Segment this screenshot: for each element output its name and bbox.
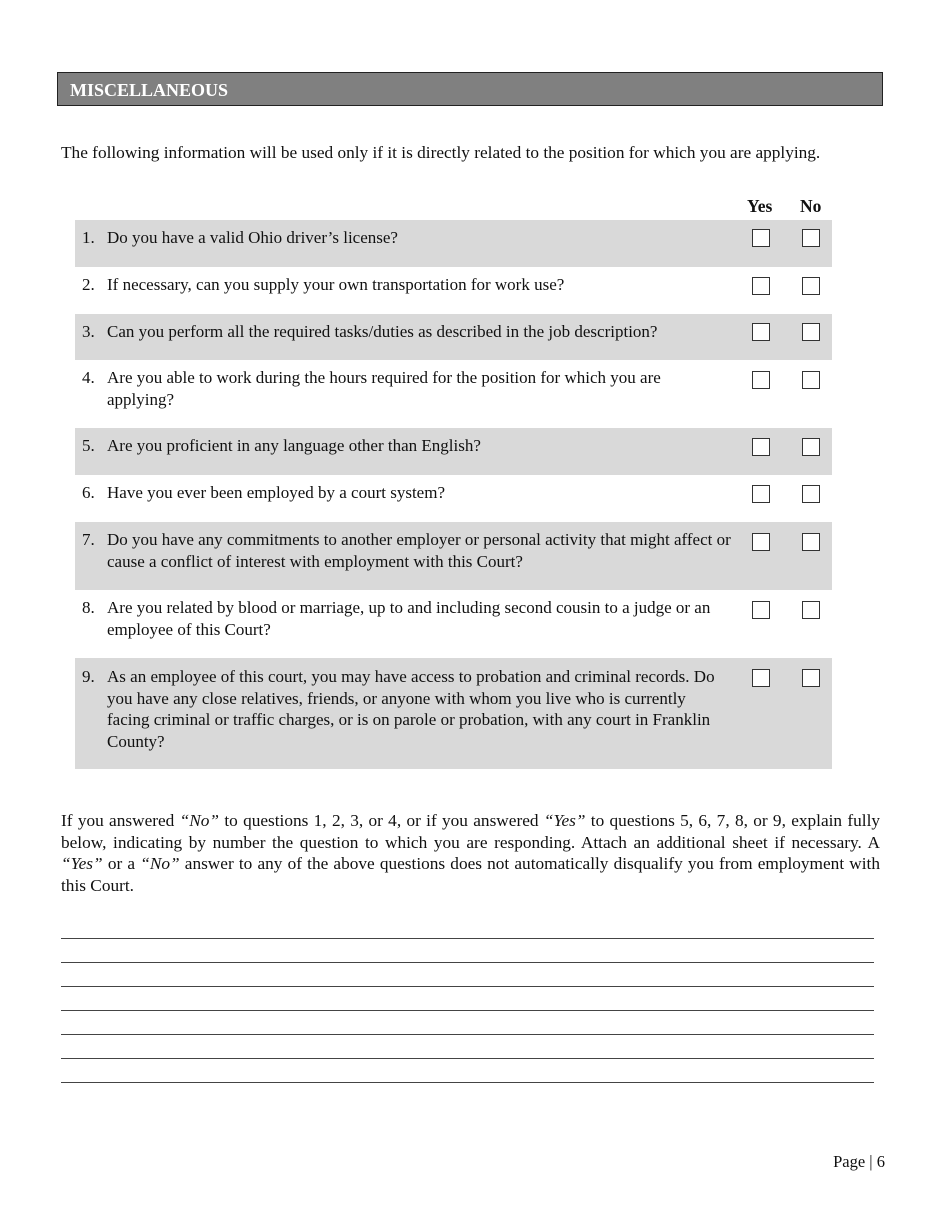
q9-no-checkbox[interactable] [802,669,820,687]
explain-quoted-yes: “Yes” [61,854,103,874]
question-text [82,435,732,457]
question-text [82,227,732,249]
question-row [75,314,832,360]
question-text [82,597,732,640]
q9-yes-checkbox[interactable] [752,669,770,687]
q1-yes-checkbox[interactable] [752,229,770,247]
question-row [75,267,832,314]
no-column-header: No [800,196,822,216]
explain-part: If you answered [61,811,180,830]
q7-no-checkbox[interactable] [802,533,820,551]
question-body: Are you related by blood or marriage, up to and including second cousin to a judge or an employee of this Court? [107,598,711,639]
explain-part: to questions 5, 6, 7, 8, or 9, explain fully below, indicating by number the question to which you are responding. Attach an additional sheet if necessary. A [61,811,881,852]
question-number: 2. [82,275,95,294]
intro-text: The following information will be used only if it is directly related to the position for which you are applying. [61,143,821,162]
explanation-instructions [61,810,880,897]
q2-no-checkbox[interactable] [802,277,820,295]
question-body: As an employee of this court, you may have access to probation and criminal records. Do you have any close relatives, friends, or anyone with whom you live who is currently facing criminal or traffic charges, or is on parole or probation, with any court in Franklin County? [107,667,715,751]
question-body: If necessary, can you supply your own transportation for work use? [107,275,565,294]
question-row [75,220,832,267]
question-number: 8. [82,598,95,617]
question-row [75,360,832,428]
questions-table [75,220,832,769]
question-body: Do you have a valid Ohio driver’s license? [107,228,398,247]
q4-yes-checkbox[interactable] [752,371,770,389]
answer-line[interactable] [61,1082,874,1083]
question-row [75,522,832,590]
question-body: Are you able to work during the hours required for the position for which you are applying? [107,368,661,409]
q1-no-checkbox[interactable] [802,229,820,247]
question-text [82,529,732,572]
question-number: 4. [82,368,95,387]
q8-yes-checkbox[interactable] [752,601,770,619]
question-number: 7. [82,530,95,549]
question-body: Can you perform all the required tasks/duties as described in the job description? [107,322,658,341]
explain-quoted-no: “No” [179,811,220,830]
explain-quoted-yes: “Yes” [543,811,586,830]
question-row [75,475,832,522]
question-row [75,658,832,769]
question-body: Have you ever been employed by a court system? [107,483,445,502]
answer-line[interactable] [61,1010,874,1011]
q5-yes-checkbox[interactable] [752,438,770,456]
q4-no-checkbox[interactable] [802,371,820,389]
q8-no-checkbox[interactable] [802,601,820,619]
question-body: Do you have any commitments to another employer or personal activity that might affect or cause a conflict of interest with employment with this Court? [107,530,731,571]
question-row [75,428,832,475]
page-number: Page | 6 [833,1152,885,1171]
question-text [82,367,732,410]
question-row [75,590,832,658]
question-text [82,274,732,296]
q5-no-checkbox[interactable] [802,438,820,456]
question-body: Are you proficient in any language other than English? [107,436,481,455]
answer-line[interactable] [61,938,874,939]
question-number: 1. [82,228,95,247]
explain-part: answer to any of the above questions does not automatically disqualify you from employment with this Court. [61,854,881,896]
yes-column-header: Yes [747,196,773,216]
q6-yes-checkbox[interactable] [752,485,770,503]
section-title: MISCELLANEOUS [70,80,229,100]
q7-yes-checkbox[interactable] [752,533,770,551]
explain-quoted-no: “No” [140,854,180,874]
question-number: 3. [82,322,95,341]
q6-no-checkbox[interactable] [802,485,820,503]
question-text [82,482,732,504]
answer-line[interactable] [61,1034,874,1035]
question-number: 9. [82,667,95,686]
question-text [82,666,732,752]
question-text [82,321,732,343]
answer-line[interactable] [61,986,874,987]
q3-no-checkbox[interactable] [802,323,820,341]
q2-yes-checkbox[interactable] [752,277,770,295]
question-number: 6. [82,483,95,502]
answer-line[interactable] [61,1058,874,1059]
explain-part: or a [102,854,141,874]
question-number: 5. [82,436,95,455]
answer-line[interactable] [61,962,874,963]
section-header [57,72,883,106]
explain-part: to questions 1, 2, 3, or 4, or if you answered [219,811,544,830]
q3-yes-checkbox[interactable] [752,323,770,341]
